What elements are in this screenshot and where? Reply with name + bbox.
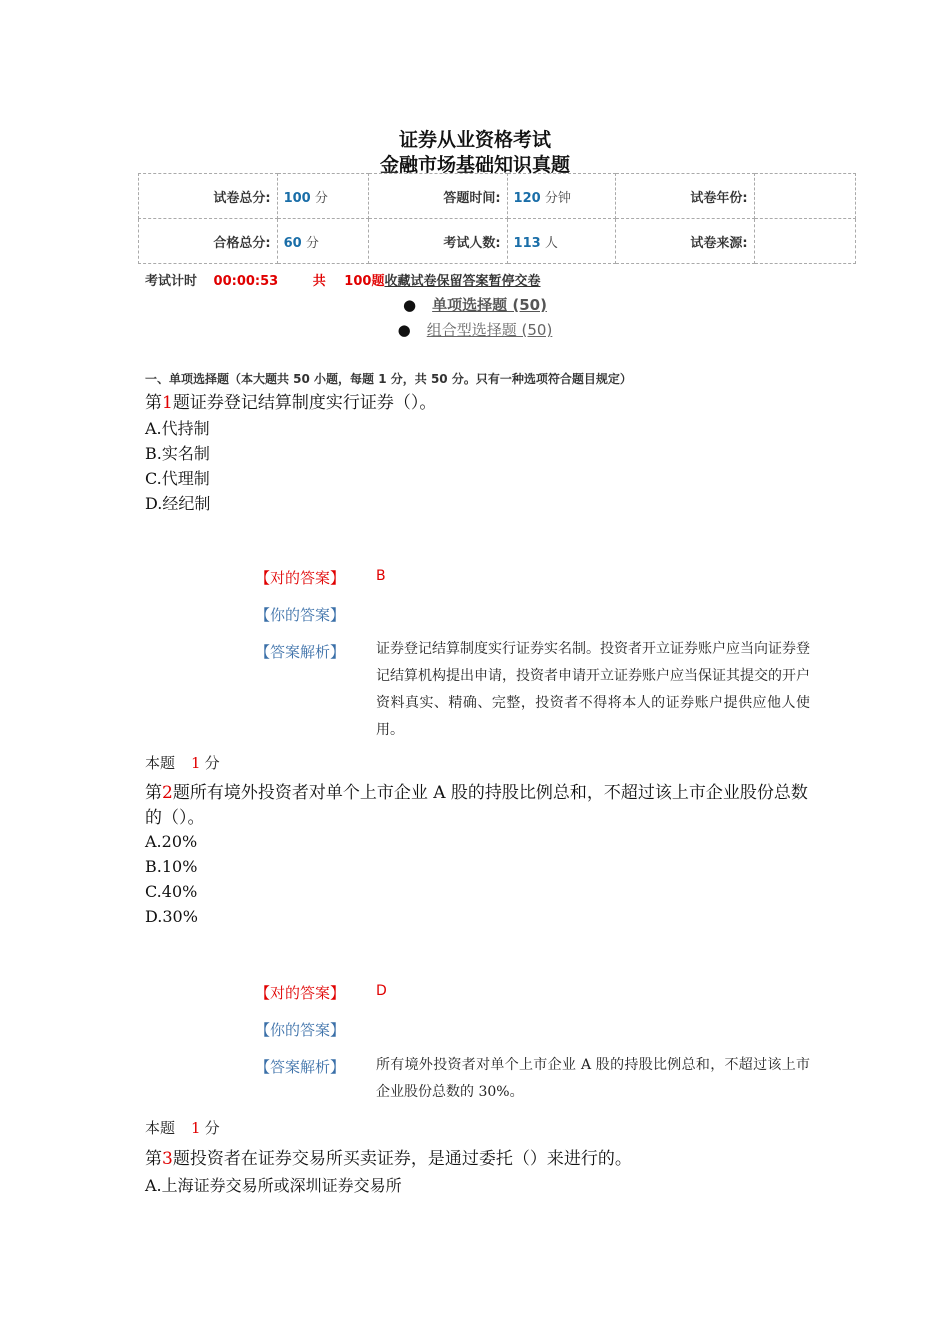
- duration-label: 答题时间:: [368, 174, 507, 219]
- correct-answer-label: 【对的答案】: [255, 569, 346, 587]
- analysis-text: 所有境外投资者对单个上市企业 A 股的持股比例总和，不超过该上市企业股份总数的 30%。: [376, 1057, 810, 1100]
- pass-score-label: 合格总分:: [139, 219, 278, 264]
- correct-answer-label: 【对的答案】: [255, 984, 346, 1002]
- page-subtitle: 金融市场基础知识真题: [379, 154, 570, 176]
- exam-toolbar: [145, 270, 541, 289]
- exam-info-table: [138, 173, 856, 264]
- count-prefix: 共: [312, 274, 326, 289]
- total-score-label: 试卷总分:: [139, 174, 278, 219]
- nav-item-combo-choice[interactable]: [0, 319, 950, 340]
- timer-value: 00:00:53: [213, 274, 279, 289]
- duration-value: 120 分钟: [507, 174, 615, 219]
- option-a[interactable]: A.代持制: [145, 419, 210, 438]
- bullet-icon: ●: [397, 321, 411, 339]
- nav-item-single-choice[interactable]: [0, 294, 950, 315]
- nav-item-label: 单项选择题 (50): [432, 296, 547, 314]
- keep-answers-link[interactable]: 保留答案: [436, 274, 489, 289]
- correct-answer-value: B: [376, 568, 386, 584]
- option-b[interactable]: B.10%: [145, 857, 198, 876]
- option-c[interactable]: C.40%: [145, 882, 198, 901]
- option-a[interactable]: A.上海证券交易所或深圳证券交易所: [145, 1176, 402, 1195]
- total-score-value: 100 分: [277, 174, 368, 219]
- collect-paper-link[interactable]: 收藏试卷: [384, 274, 437, 289]
- year-value: [754, 174, 855, 219]
- submit-link[interactable]: 交卷: [514, 274, 541, 289]
- pass-score-value: 60 分: [277, 219, 368, 264]
- nav-item-label: 组合型选择题 (50): [426, 321, 553, 339]
- pause-link[interactable]: 暂停: [488, 274, 515, 289]
- source-label: 试卷来源:: [615, 219, 754, 264]
- question-1-text: 第1题证券登记结算制度实行证券（）。: [145, 393, 437, 413]
- people-value: 113 人: [507, 219, 615, 264]
- year-label: 试卷年份:: [615, 174, 754, 219]
- question-2-text: 第2题所有境外投资者对单个上市企业 A 股的持股比例总和，不超过该上市企业股份总数的（）。: [145, 783, 808, 828]
- option-d[interactable]: D.经纪制: [145, 494, 211, 513]
- analysis-label: 【答案解析】: [255, 643, 346, 661]
- question-score: 本题 1 分: [145, 1119, 220, 1137]
- timer-label: 考试计时: [145, 274, 198, 289]
- question-3-text: 第3题投资者在证券交易所买卖证券，是通过委托（）来进行的。: [145, 1149, 632, 1169]
- your-answer-label: 【你的答案】: [255, 1021, 346, 1039]
- correct-answer-value: D: [376, 983, 387, 999]
- count-value: 100: [344, 274, 372, 289]
- question-score: 本题 1 分: [145, 754, 220, 772]
- bullet-icon: ●: [403, 296, 417, 314]
- analysis-label: 【答案解析】: [255, 1058, 346, 1076]
- section-heading: 一、单项选择题（本大题共 50 小题，每题 1 分，共 50 分。只有一种选项符合题目规定）: [145, 372, 632, 386]
- page-title: 证券从业资格考试: [398, 129, 551, 151]
- option-d[interactable]: D.30%: [145, 907, 198, 926]
- option-a[interactable]: A.20%: [145, 832, 198, 851]
- people-label: 考试人数:: [368, 219, 507, 264]
- option-c[interactable]: C.代理制: [145, 469, 210, 488]
- option-b[interactable]: B.实名制: [145, 444, 210, 463]
- count-suffix: 题: [371, 274, 385, 289]
- your-answer-label: 【你的答案】: [255, 606, 346, 624]
- source-value: [754, 219, 855, 264]
- analysis-text: 证券登记结算制度实行证券实名制。投资者开立证券账户应当向证券登记结算机构提出申请，投资者申请开立证券账户应当保证其提交的开户资料真实、精确、完整，投资者不得将本人的证券账户提供应他人使用。: [376, 641, 810, 738]
